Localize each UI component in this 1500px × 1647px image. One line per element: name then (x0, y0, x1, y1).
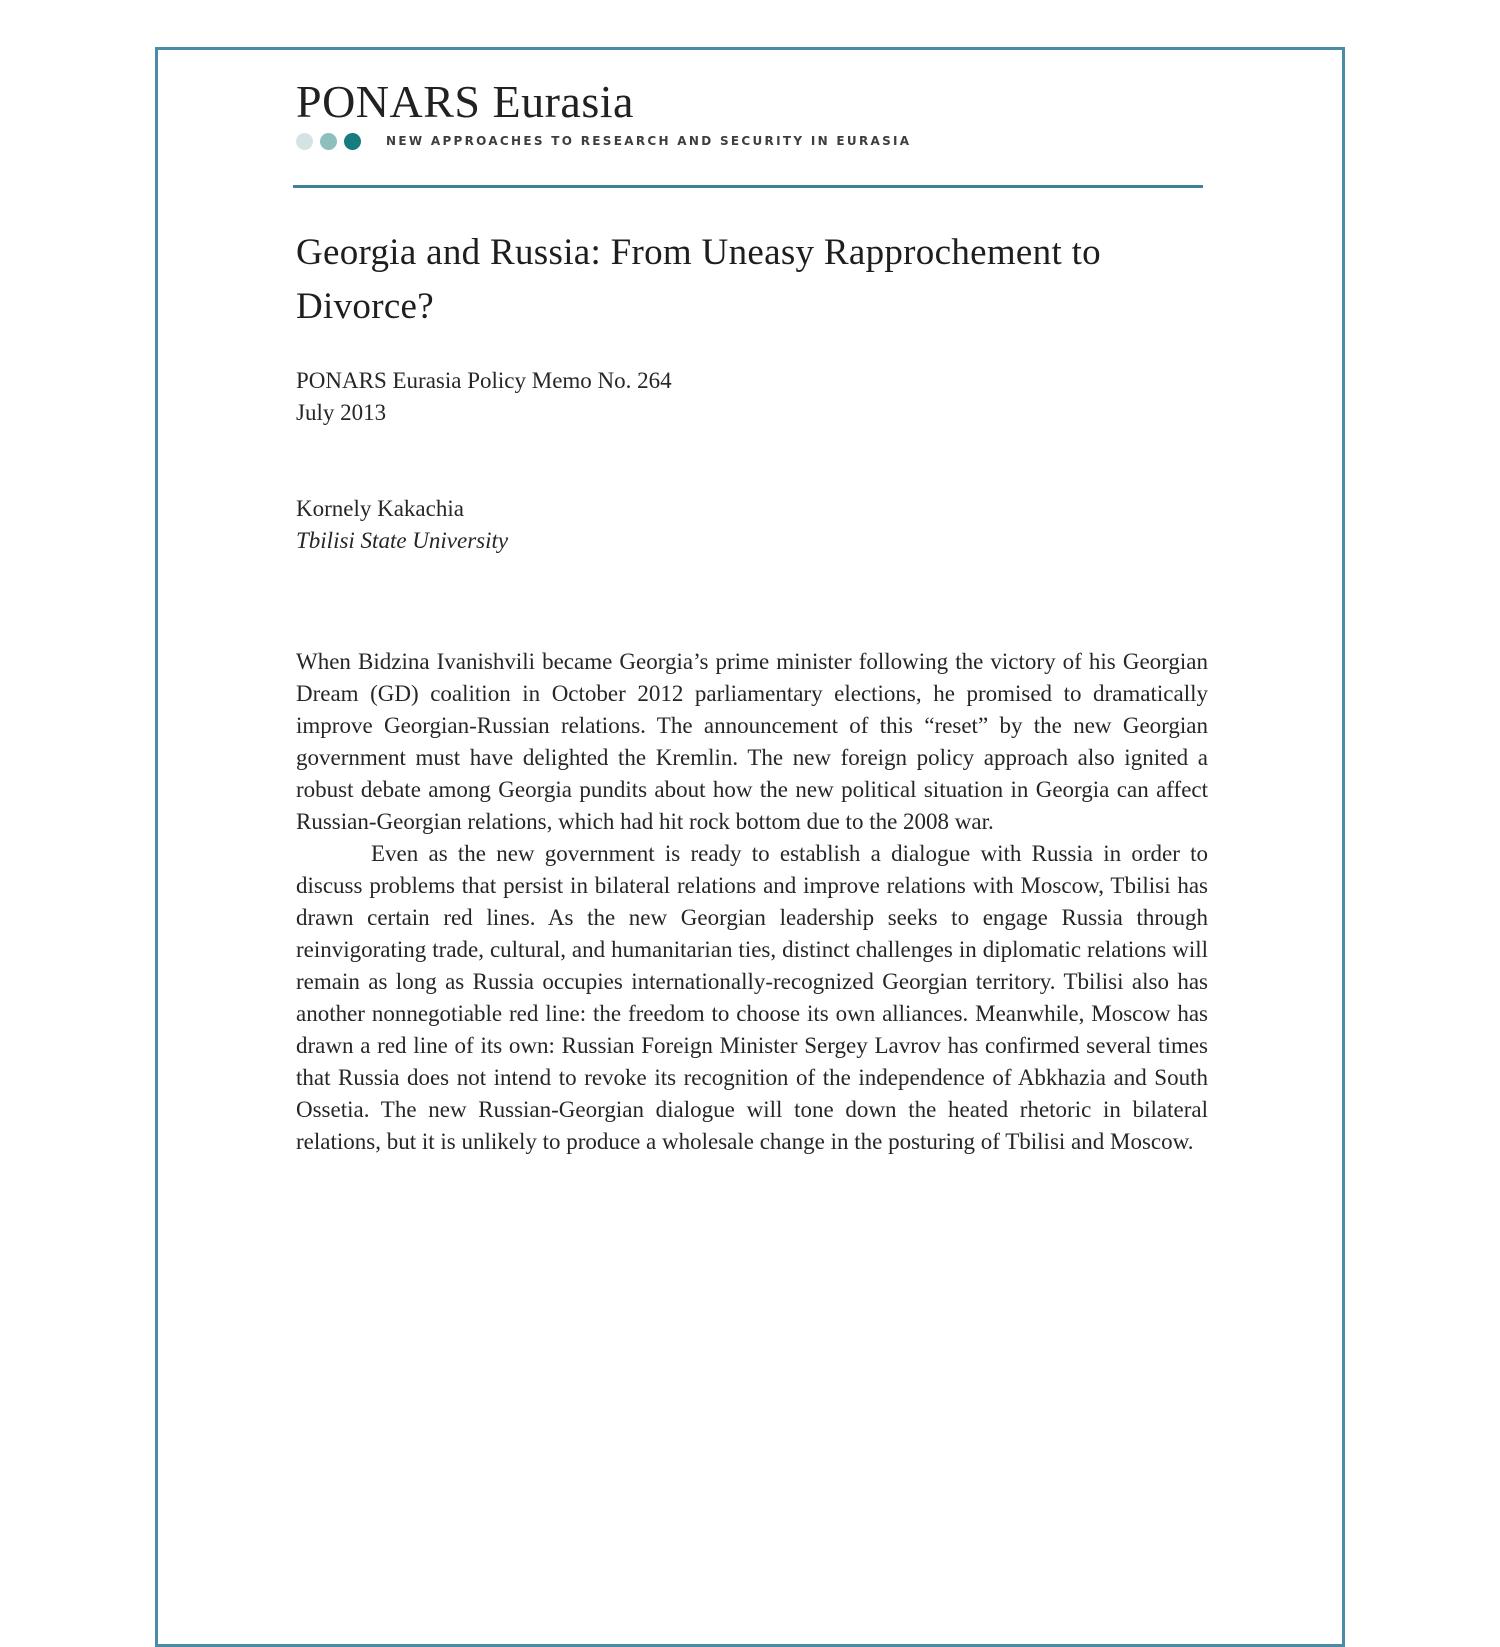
logo-dot (296, 133, 313, 150)
author-block (296, 493, 508, 557)
logo-dot (344, 133, 361, 150)
author-affiliation: Tbilisi State University (296, 528, 509, 553)
page-border (155, 47, 1345, 1647)
logo-wordmark: PONARS Eurasia (296, 76, 634, 127)
body-text (296, 646, 1208, 1158)
memo-number: PONARS Eurasia Policy Memo No. 264 (296, 368, 672, 393)
logo-dot (320, 133, 337, 150)
logo-tagline: NEW APPROACHES TO RESEARCH AND SECURITY IN EURASIA (386, 134, 912, 148)
paper-title: Georgia and Russia: From Uneasy Rapprochement to Divorce? (296, 232, 1101, 327)
author-name: Kornely Kakachia (296, 496, 464, 521)
header-rule (293, 185, 1203, 188)
body-paragraph: Even as the new government is ready to establish a dialogue with Russia in order to discuss problems that persist in bilateral relations and improve relations with Moscow, Tbilisi has drawn certain red lines. As the new Georgian leadership seeks to engage Russia through reinvigorating trade, cultural, and humanitarian ties, distinct challenges in diplomatic relations will remain as long as Russia occupies internationally-recognized Georgian territory. Tbilisi also has another nonnegotiable red line: the freedom to choose its own alliances. Meanwhile, Moscow has drawn a red line of its own: Russian Foreign Minister Sergey Lavrov has confirmed several times that Russia does not intend to revoke its recognition of the independence of Abkhazia and South Ossetia. The new Russian-Georgian dialogue will tone down the heated rhetoric in bilateral relations, but it is unlikely to produce a wholesale change in the posturing of Tbilisi and Moscow. (296, 841, 1208, 1154)
memo-info (296, 365, 672, 429)
logo-tagline-row (296, 132, 911, 150)
body-paragraph: When Bidzina Ivanishvili became Georgia’s prime minister following the victory of his Georgian Dream (GD) coalition in October 2012 parliamentary elections, he promised to dramatically improve Georgian-Russian relations. The announcement of this “reset” by the new Georgian government must have delighted the Kremlin. The new foreign policy approach also ignited a robust debate among Georgia pundits about how the new political situation in Georgia can affect Russian-Georgian relations, which had hit rock bottom due to the 2008 war. (296, 649, 1208, 834)
memo-date: July 2013 (296, 400, 387, 425)
